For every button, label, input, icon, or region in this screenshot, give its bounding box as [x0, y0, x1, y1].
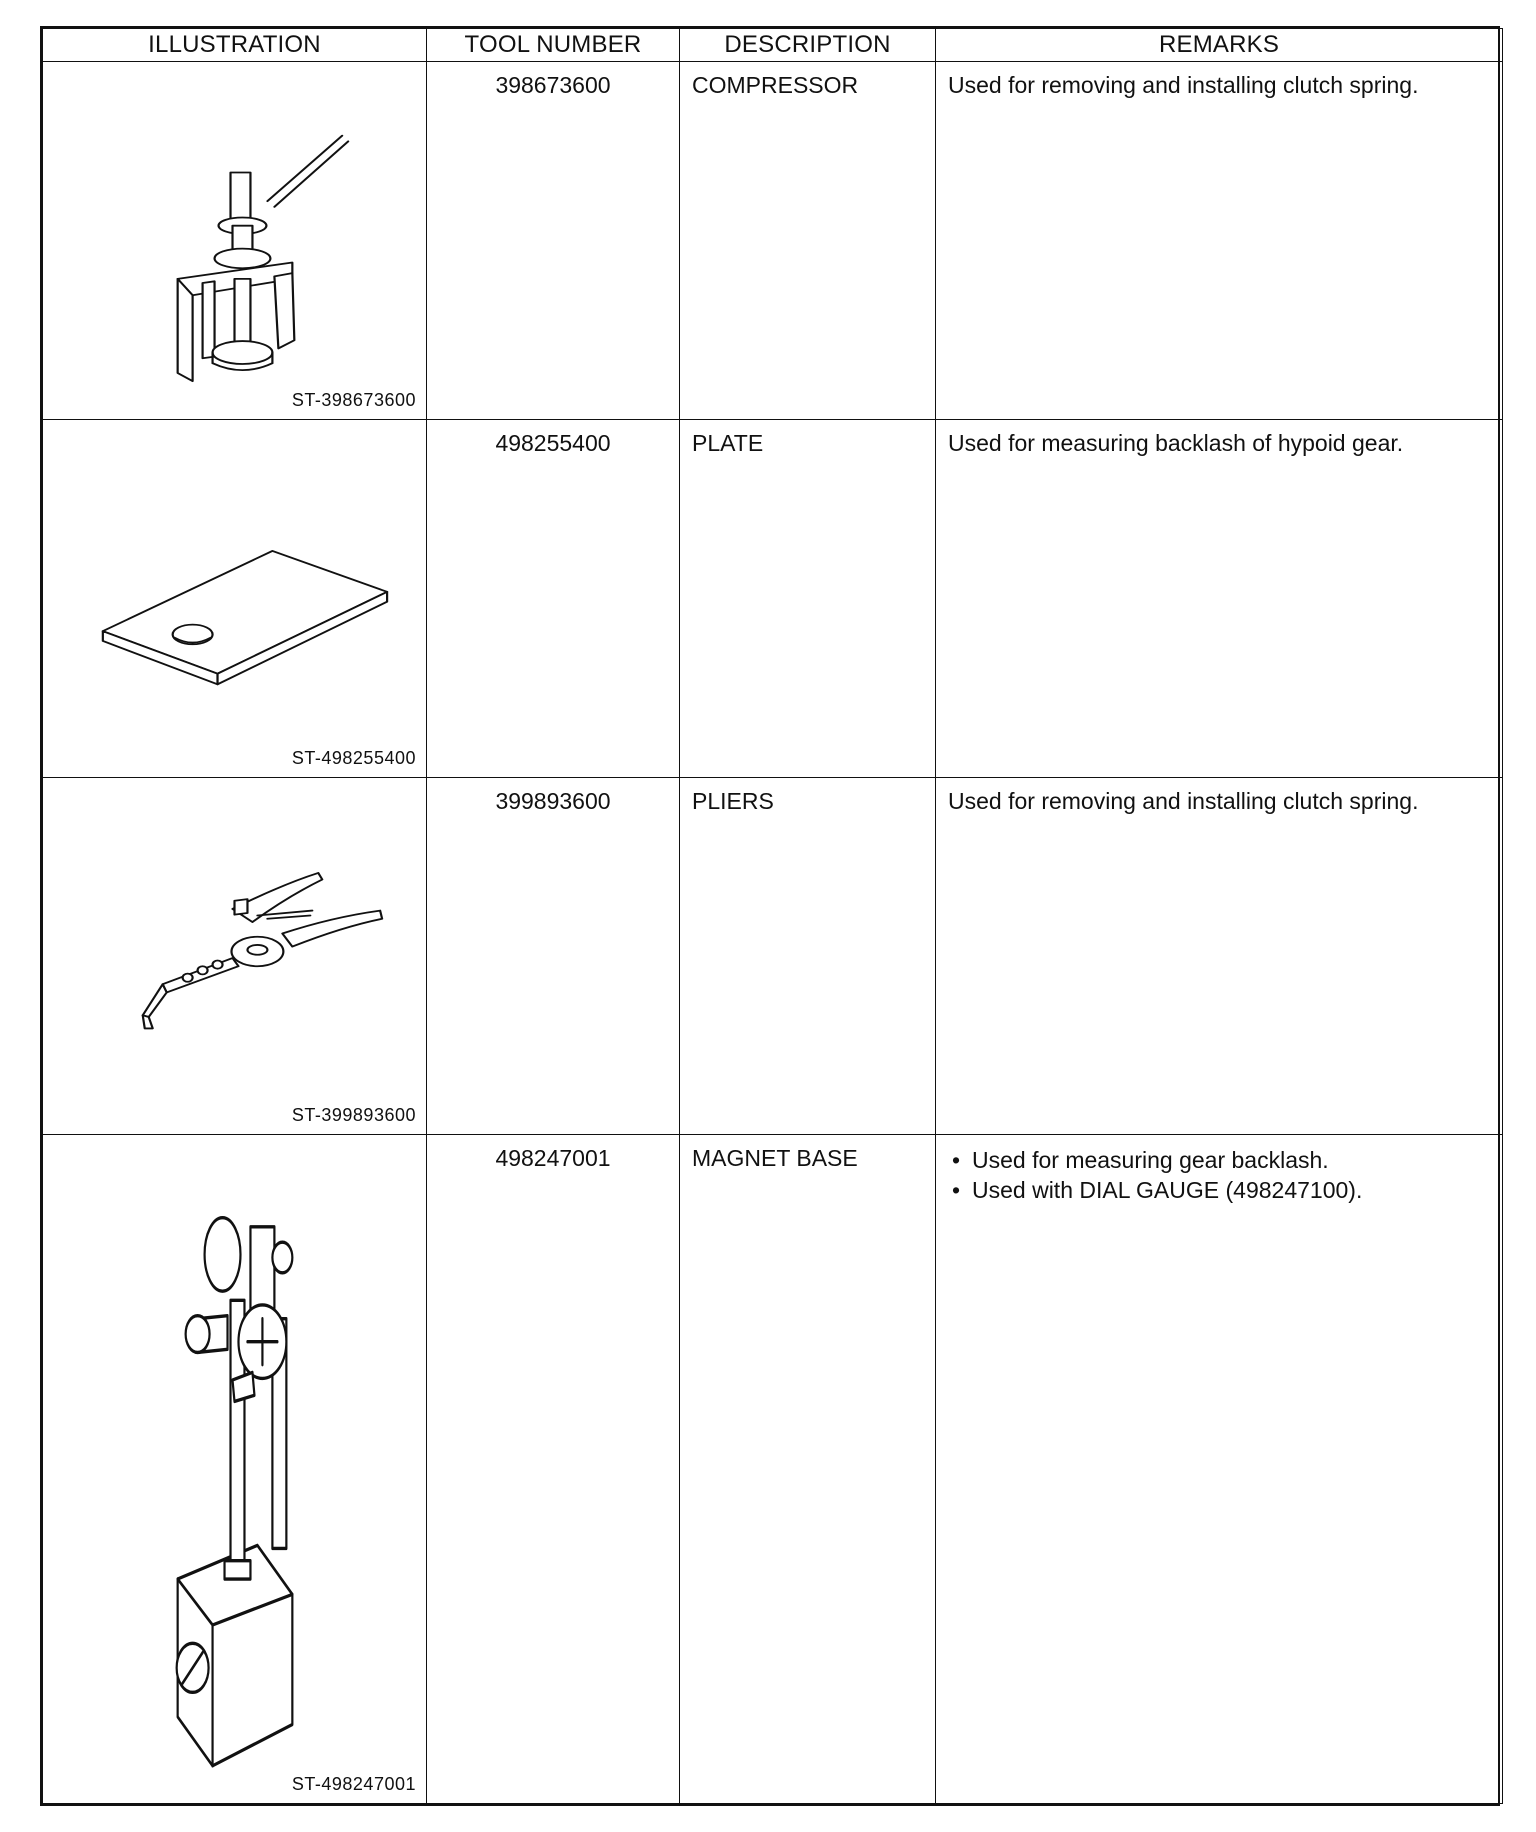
illustration-cell — [43, 1135, 427, 1804]
table-row — [43, 777, 1503, 1135]
remarks-text: Used for measuring backlash of hypoid gear. — [948, 429, 1404, 456]
tool-number-cell: 498255400 — [427, 419, 680, 777]
illustration-cell — [43, 62, 427, 420]
table-row — [43, 419, 1503, 777]
plate-icon — [43, 420, 426, 777]
tools-table — [42, 28, 1503, 1804]
description-cell: PLATE — [680, 419, 936, 777]
header-description: DESCRIPTION — [680, 29, 936, 62]
pliers-icon — [43, 778, 426, 1135]
remarks-list — [948, 1145, 1490, 1205]
compressor-icon — [43, 62, 426, 419]
illustration-code: ST-399893600 — [291, 1105, 416, 1126]
remarks-text: Used for removing and installing clutch spring. — [948, 787, 1419, 814]
remarks-cell — [936, 62, 1503, 420]
remarks-cell — [936, 1135, 1503, 1804]
header-tool-number: TOOL NUMBER — [427, 29, 680, 62]
description-cell: PLIERS — [680, 777, 936, 1135]
header-row — [43, 29, 1503, 62]
header-remarks: REMARKS — [936, 29, 1503, 62]
illustration-code: ST-398673600 — [291, 389, 416, 410]
table-row — [43, 1135, 1503, 1804]
tool-number-cell: 398673600 — [427, 62, 680, 420]
description-cell: MAGNET BASE — [680, 1135, 936, 1804]
tool-number-cell: 399893600 — [427, 777, 680, 1135]
remarks-item: • Used for measuring gear backlash. — [948, 1145, 1490, 1175]
special-tools-table — [40, 26, 1500, 1806]
description-cell: COMPRESSOR — [680, 62, 936, 420]
remarks-item: • Used with DIAL GAUGE (498247100). — [948, 1175, 1490, 1205]
illustration-code: ST-498255400 — [291, 747, 416, 768]
illustration-cell — [43, 419, 427, 777]
tool-number-cell: 498247001 — [427, 1135, 680, 1804]
illustration-code: ST-498247001 — [291, 1774, 416, 1794]
table-row — [43, 62, 1503, 420]
remarks-cell — [936, 777, 1503, 1135]
magnet-base-icon — [43, 1135, 426, 1803]
header-illustration: ILLUSTRATION — [43, 29, 427, 62]
remarks-cell — [936, 419, 1503, 777]
illustration-cell — [43, 777, 427, 1135]
remarks-text: Used for removing and installing clutch spring. — [948, 72, 1419, 98]
